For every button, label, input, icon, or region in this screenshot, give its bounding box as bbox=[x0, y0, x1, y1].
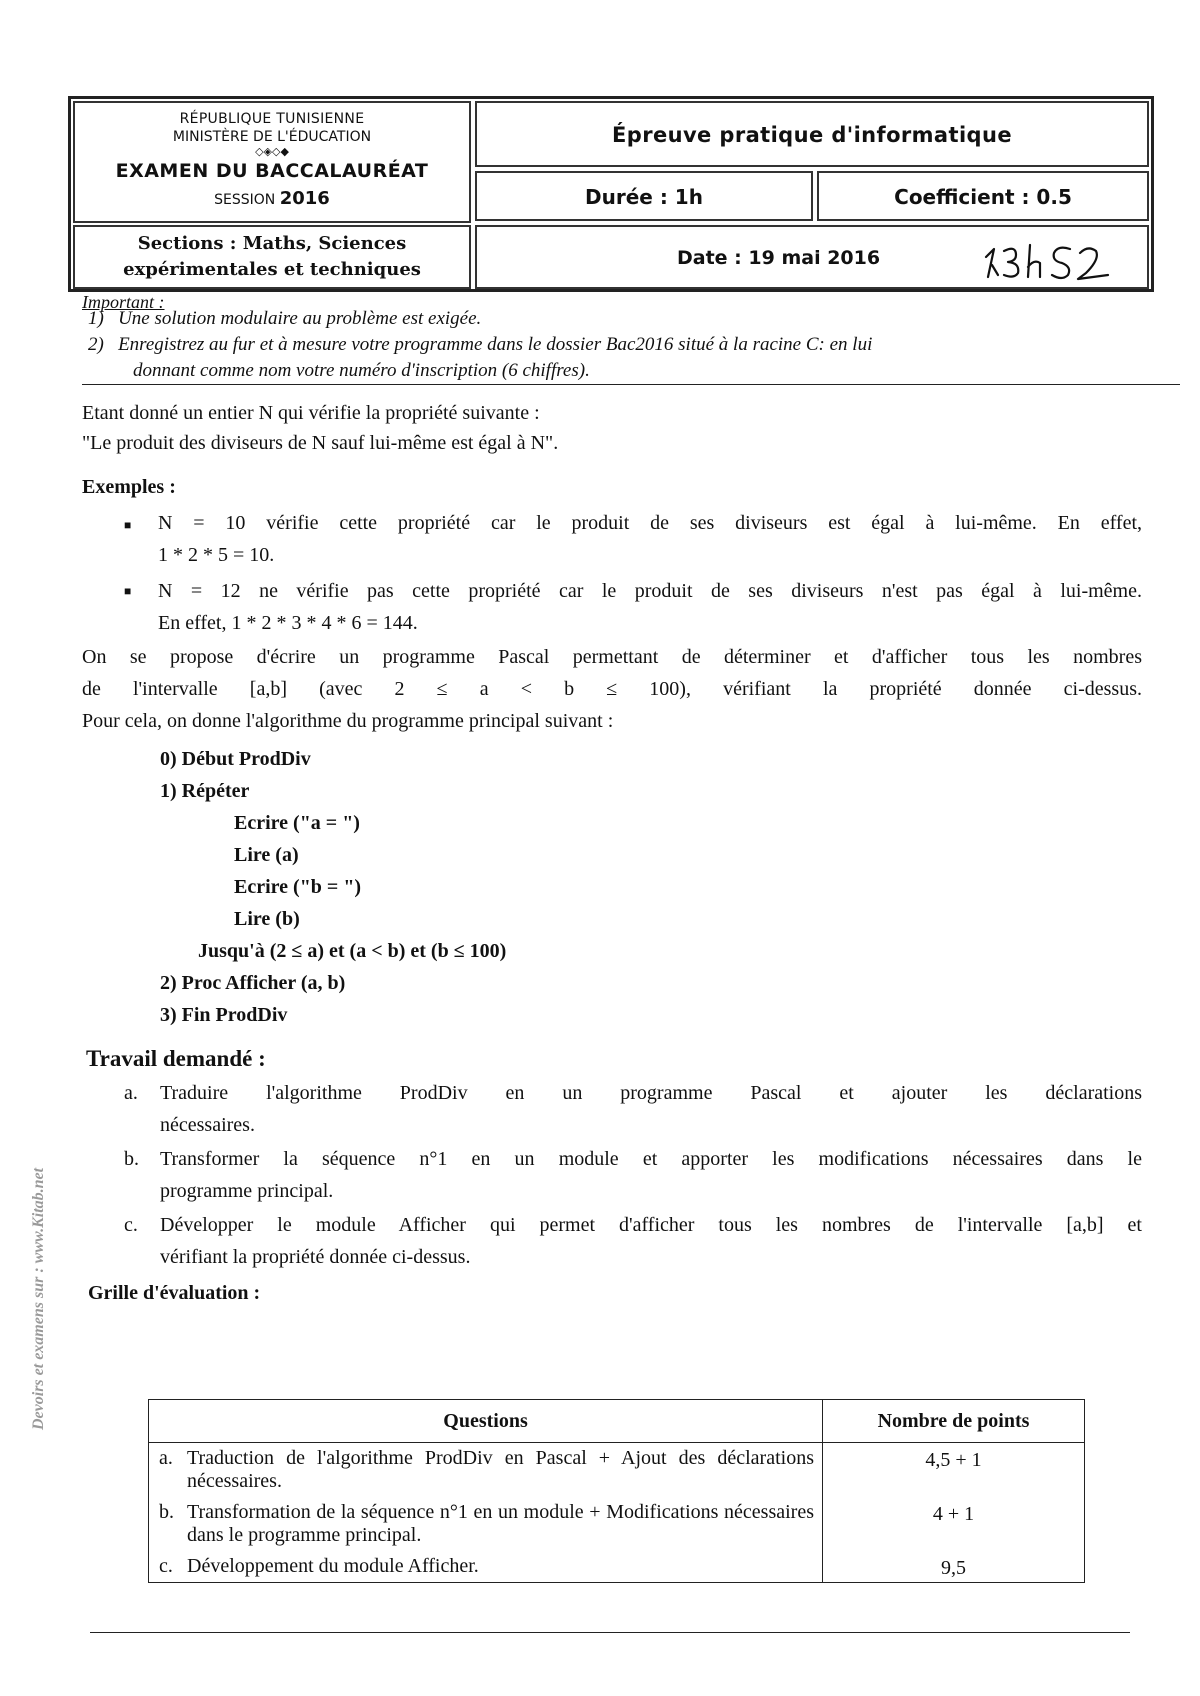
questions-header: Questions bbox=[149, 1400, 823, 1443]
grid-header-row bbox=[149, 1400, 1085, 1443]
example1-line2: 1 * 2 * 5 = 10. bbox=[158, 544, 275, 566]
sections-line2: expérimentales et techniques bbox=[123, 259, 421, 280]
session-label: SESSION 2016 bbox=[214, 188, 330, 209]
row-points: 9,5 bbox=[823, 1551, 1085, 1583]
algo-read-b: Lire (b) bbox=[234, 908, 300, 930]
work-title: Travail demandé : bbox=[86, 1046, 266, 1071]
coefficient-cell bbox=[817, 171, 1149, 221]
row-points: 4 + 1 bbox=[823, 1497, 1085, 1551]
algo-read-a: Lire (a) bbox=[234, 844, 299, 866]
bullet-icon: ■ bbox=[124, 584, 132, 598]
problem-line2: de l'intervalle [a,b] (avec 2 ≤ a < b ≤ 100), vérifiant la propriété donnée ci-dessus. bbox=[82, 678, 1142, 700]
algo-step-2: 2) Proc Afficher (a, b) bbox=[160, 972, 346, 994]
problem-line1: On se propose d'écrire un programme Pascal permettant de déterminer et d'afficher tous les nombres bbox=[82, 646, 1142, 668]
examples-title: Exemples : bbox=[82, 476, 176, 498]
republic-label: RÉPUBLIQUE TUNISIENNE bbox=[179, 111, 365, 127]
work-b-line2: programme principal. bbox=[160, 1180, 334, 1202]
important-item-2: 2) Enregistrez au fur et à mesure votre programme dans le dossier Bac2016 situé à la racine C: en lui bbox=[88, 334, 873, 355]
coefficient: Coefficient : 0.5 bbox=[894, 185, 1072, 209]
example2-line2: En effet, 1 * 2 * 3 * 4 * 6 = 144. bbox=[158, 612, 418, 634]
row-question: Développement du module Afficher. bbox=[187, 1555, 479, 1577]
example1-line1: N = 10 vérifie cette propriété car le produit de ses diviseurs est égal à lui-même. En effet, bbox=[158, 512, 1142, 534]
work-a-line1: Traduire l'algorithme ProdDiv en un programme Pascal et ajouter les déclarations bbox=[160, 1082, 1142, 1104]
exam-title: Épreuve pratique d'informatique bbox=[612, 123, 1012, 147]
important-item-2-cont: donnant comme nom votre numéro d'inscription (6 chiffres). bbox=[133, 360, 590, 381]
duration-cell bbox=[475, 171, 813, 221]
work-c-line2: vérifiant la propriété donnée ci-dessus. bbox=[160, 1246, 471, 1268]
work-b-label: b. bbox=[124, 1148, 139, 1170]
date-cell bbox=[475, 225, 1149, 289]
bullet-icon: ■ bbox=[124, 518, 132, 532]
algo-step-1: 1) Répéter bbox=[160, 780, 250, 802]
footer-rule bbox=[90, 1632, 1130, 1633]
algo-until: Jusqu'à (2 ≤ a) et (a < b) et (b ≤ 100) bbox=[198, 940, 507, 962]
ministry-cell bbox=[73, 101, 471, 223]
handwritten-time bbox=[982, 235, 1132, 285]
row-label: c. bbox=[159, 1555, 173, 1577]
points-header: Nombre de points bbox=[823, 1400, 1085, 1443]
important-title: Important : bbox=[82, 292, 165, 312]
ministry-label: MINISTÈRE DE L'ÉDUCATION bbox=[172, 129, 372, 145]
example2-line1: N = 12 ne vérifie pas cette propriété car le produit de ses diviseurs n'est pas égal à lui-même. bbox=[158, 580, 1142, 602]
work-a-label: a. bbox=[124, 1082, 138, 1104]
separator-rule bbox=[82, 384, 1180, 385]
session-year: 2016 bbox=[279, 188, 330, 209]
row-question: Transformation de la séquence n°1 en un module + Modifications nécessaires dans le programme principal. bbox=[187, 1501, 814, 1546]
algo-write-a: Ecrire ("a = ") bbox=[234, 812, 360, 834]
intro-line2: "Le produit des diviseurs de N sauf lui-même est égal à N". bbox=[82, 432, 559, 454]
problem-line3: Pour cela, on donne l'algorithme du programme principal suivant : bbox=[82, 710, 614, 732]
row-question: Traduction de l'algorithme ProdDiv en Pascal + Ajout des déclarations nécessaires. bbox=[187, 1447, 814, 1492]
sections-cell bbox=[73, 225, 471, 289]
algo-step-0: 0) Début ProdDiv bbox=[160, 748, 311, 770]
row-label: a. bbox=[159, 1447, 173, 1469]
work-c-label: c. bbox=[124, 1214, 138, 1236]
table-row bbox=[149, 1443, 1085, 1498]
algo-write-b: Ecrire ("b = ") bbox=[234, 876, 362, 898]
row-label: b. bbox=[159, 1501, 174, 1523]
exam-label: EXAMEN DU BACCALAURÉAT bbox=[115, 160, 429, 182]
work-a-line2: nécessaires. bbox=[160, 1114, 255, 1136]
work-c-line1: Développer le module Afficher qui permet d'afficher tous les nombres de l'intervalle [a,b] et bbox=[160, 1214, 1142, 1236]
exam-date: Date : 19 mai 2016 bbox=[677, 247, 881, 269]
row-points: 4,5 + 1 bbox=[823, 1443, 1085, 1498]
title-cell bbox=[475, 101, 1149, 167]
sections-line1: Sections : Maths, Sciences bbox=[137, 233, 407, 254]
ornament-icon: ◇◈◇◆ bbox=[255, 145, 289, 158]
work-b-line1: Transformer la séquence n°1 en un module et apporter les modifications nécessaires dans le bbox=[160, 1148, 1142, 1170]
intro-line1: Etant donné un entier N qui vérifie la propriété suivante : bbox=[82, 402, 540, 424]
duration: Durée : 1h bbox=[585, 185, 703, 209]
algo-step-3: 3) Fin ProdDiv bbox=[160, 1004, 288, 1026]
important-item-1: 1) Une solution modulaire au problème est exigée. bbox=[88, 308, 482, 329]
grid-title: Grille d'évaluation : bbox=[88, 1282, 261, 1304]
side-watermark: Devoirs et examens sur : www.Kitab.net bbox=[30, 1167, 47, 1430]
evaluation-grid bbox=[148, 1399, 1085, 1583]
table-row bbox=[149, 1497, 1085, 1551]
exam-header bbox=[68, 96, 1154, 292]
table-row bbox=[149, 1551, 1085, 1583]
